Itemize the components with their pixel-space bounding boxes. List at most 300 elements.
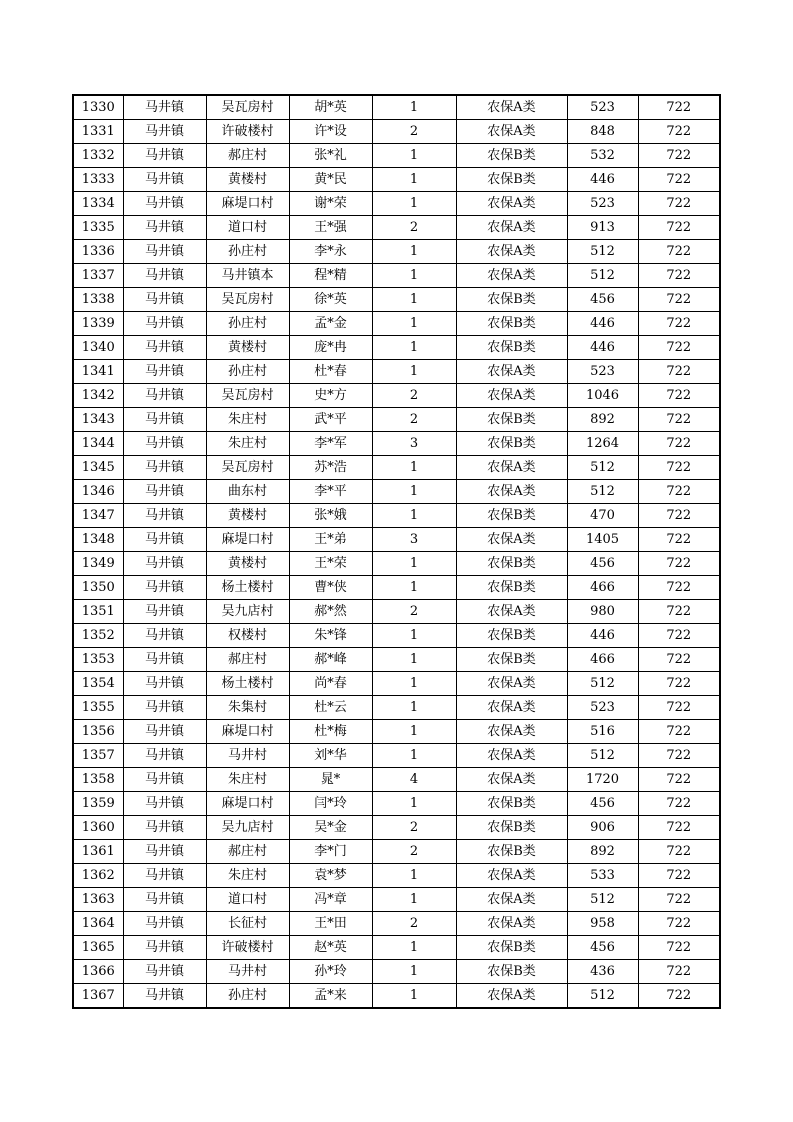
amount-cell: 1264 [567,432,638,456]
name-cell: 赵*英 [289,936,372,960]
amount-cell: 470 [567,504,638,528]
category-cell: 农保A类 [456,528,567,552]
town-cell: 马井镇 [123,624,206,648]
household-count-cell: 1 [372,576,456,600]
standard-cell: 722 [638,456,720,480]
name-cell: 晁* [289,768,372,792]
village-cell: 朱庄村 [206,768,289,792]
town-cell: 马井镇 [123,936,206,960]
household-count-cell: 2 [372,816,456,840]
category-cell: 农保A类 [456,744,567,768]
standard-cell: 722 [638,744,720,768]
row-number-cell: 1337 [73,264,123,288]
town-cell: 马井镇 [123,144,206,168]
row-number-cell: 1351 [73,600,123,624]
table-row [73,984,720,1009]
amount-cell: 523 [567,192,638,216]
table-row [73,288,720,312]
name-cell: 李*平 [289,480,372,504]
village-cell: 朱庄村 [206,408,289,432]
town-cell: 马井镇 [123,384,206,408]
row-number-cell: 1367 [73,984,123,1009]
amount-cell: 446 [567,168,638,192]
town-cell: 马井镇 [123,95,206,120]
town-cell: 马井镇 [123,576,206,600]
table-row [73,624,720,648]
table-row [73,528,720,552]
amount-cell: 906 [567,816,638,840]
row-number-cell: 1335 [73,216,123,240]
category-cell: 农保B类 [456,312,567,336]
row-number-cell: 1342 [73,384,123,408]
town-cell: 马井镇 [123,672,206,696]
name-cell: 张*礼 [289,144,372,168]
town-cell: 马井镇 [123,720,206,744]
name-cell: 王*弟 [289,528,372,552]
category-cell: 农保B类 [456,960,567,984]
village-cell: 许破楼村 [206,120,289,144]
household-count-cell: 1 [372,336,456,360]
town-cell: 马井镇 [123,336,206,360]
village-cell: 麻堤口村 [206,720,289,744]
village-cell: 孙庄村 [206,240,289,264]
village-cell: 马井村 [206,744,289,768]
category-cell: 农保A类 [456,384,567,408]
town-cell: 马井镇 [123,768,206,792]
standard-cell: 722 [638,768,720,792]
town-cell: 马井镇 [123,408,206,432]
household-count-cell: 1 [372,696,456,720]
category-cell: 农保A类 [456,768,567,792]
village-cell: 郝庄村 [206,648,289,672]
category-cell: 农保B类 [456,792,567,816]
standard-cell: 722 [638,336,720,360]
category-cell: 农保A类 [456,912,567,936]
village-cell: 杨土楼村 [206,576,289,600]
standard-cell: 722 [638,408,720,432]
village-cell: 吴瓦房村 [206,288,289,312]
table-row [73,576,720,600]
table-row [73,888,720,912]
category-cell: 农保A类 [456,240,567,264]
row-number-cell: 1364 [73,912,123,936]
household-count-cell: 2 [372,912,456,936]
category-cell: 农保B类 [456,624,567,648]
amount-cell: 1046 [567,384,638,408]
town-cell: 马井镇 [123,696,206,720]
town-cell: 马井镇 [123,984,206,1009]
row-number-cell: 1359 [73,792,123,816]
amount-cell: 512 [567,672,638,696]
household-count-cell: 2 [372,408,456,432]
table-row [73,552,720,576]
amount-cell: 512 [567,264,638,288]
town-cell: 马井镇 [123,648,206,672]
amount-cell: 456 [567,552,638,576]
standard-cell: 722 [638,95,720,120]
name-cell: 胡*英 [289,95,372,120]
table-row [73,264,720,288]
standard-cell: 722 [638,288,720,312]
amount-cell: 958 [567,912,638,936]
household-count-cell: 1 [372,480,456,504]
household-count-cell: 1 [372,648,456,672]
amount-cell: 848 [567,120,638,144]
name-cell: 李*门 [289,840,372,864]
household-count-cell: 1 [372,456,456,480]
table-row [73,960,720,984]
town-cell: 马井镇 [123,480,206,504]
standard-cell: 722 [638,216,720,240]
row-number-cell: 1358 [73,768,123,792]
name-cell: 杜*春 [289,360,372,384]
standard-cell: 722 [638,672,720,696]
standard-cell: 722 [638,192,720,216]
standard-cell: 722 [638,504,720,528]
category-cell: 农保A类 [456,720,567,744]
name-cell: 朱*锋 [289,624,372,648]
category-cell: 农保A类 [456,480,567,504]
table-row [73,168,720,192]
household-count-cell: 1 [372,192,456,216]
amount-cell: 456 [567,936,638,960]
village-cell: 马井镇本 [206,264,289,288]
village-cell: 吴瓦房村 [206,456,289,480]
name-cell: 尚*春 [289,672,372,696]
household-count-cell: 1 [372,95,456,120]
village-cell: 曲东村 [206,480,289,504]
village-cell: 郝庄村 [206,840,289,864]
table-row [73,192,720,216]
standard-cell: 722 [638,648,720,672]
standard-cell: 722 [638,720,720,744]
name-cell: 王*田 [289,912,372,936]
name-cell: 苏*浩 [289,456,372,480]
household-count-cell: 1 [372,864,456,888]
town-cell: 马井镇 [123,600,206,624]
row-number-cell: 1339 [73,312,123,336]
category-cell: 农保A类 [456,360,567,384]
standard-cell: 722 [638,936,720,960]
row-number-cell: 1334 [73,192,123,216]
name-cell: 袁*梦 [289,864,372,888]
village-cell: 朱庄村 [206,432,289,456]
household-count-cell: 1 [372,264,456,288]
row-number-cell: 1346 [73,480,123,504]
category-cell: 农保A类 [456,264,567,288]
name-cell: 王*强 [289,216,372,240]
town-cell: 马井镇 [123,552,206,576]
standard-cell: 722 [638,576,720,600]
row-number-cell: 1361 [73,840,123,864]
household-count-cell: 2 [372,384,456,408]
row-number-cell: 1365 [73,936,123,960]
table-row [73,840,720,864]
village-cell: 孙庄村 [206,984,289,1009]
household-count-cell: 2 [372,840,456,864]
category-cell: 农保A类 [456,95,567,120]
name-cell: 吴*金 [289,816,372,840]
household-count-cell: 1 [372,168,456,192]
table-row [73,456,720,480]
row-number-cell: 1354 [73,672,123,696]
category-cell: 农保A类 [456,672,567,696]
table-row [73,720,720,744]
category-cell: 农保B类 [456,336,567,360]
row-number-cell: 1330 [73,95,123,120]
village-cell: 孙庄村 [206,312,289,336]
village-cell: 道口村 [206,888,289,912]
standard-cell: 722 [638,864,720,888]
table-row [73,240,720,264]
amount-cell: 532 [567,144,638,168]
village-cell: 黄楼村 [206,336,289,360]
table-row [73,95,720,120]
village-cell: 吴九店村 [206,816,289,840]
category-cell: 农保A类 [456,456,567,480]
village-cell: 道口村 [206,216,289,240]
amount-cell: 523 [567,95,638,120]
row-number-cell: 1363 [73,888,123,912]
standard-cell: 722 [638,600,720,624]
standard-cell: 722 [638,120,720,144]
standard-cell: 722 [638,912,720,936]
amount-cell: 466 [567,648,638,672]
town-cell: 马井镇 [123,888,206,912]
standard-cell: 722 [638,384,720,408]
village-cell: 黄楼村 [206,552,289,576]
amount-cell: 446 [567,336,638,360]
category-cell: 农保A类 [456,984,567,1009]
town-cell: 马井镇 [123,264,206,288]
name-cell: 杜*梅 [289,720,372,744]
village-cell: 黄楼村 [206,168,289,192]
standard-cell: 722 [638,792,720,816]
table-row [73,216,720,240]
amount-cell: 512 [567,744,638,768]
standard-cell: 722 [638,264,720,288]
category-cell: 农保B类 [456,576,567,600]
amount-cell: 466 [567,576,638,600]
name-cell: 程*精 [289,264,372,288]
standard-cell: 722 [638,360,720,384]
standard-cell: 722 [638,960,720,984]
household-count-cell: 1 [372,144,456,168]
category-cell: 农保B类 [456,168,567,192]
table-row [73,912,720,936]
name-cell: 谢*荣 [289,192,372,216]
table-row [73,120,720,144]
household-count-cell: 1 [372,888,456,912]
name-cell: 郝*峰 [289,648,372,672]
household-count-cell: 1 [372,936,456,960]
row-number-cell: 1345 [73,456,123,480]
name-cell: 闫*玲 [289,792,372,816]
category-cell: 农保B类 [456,408,567,432]
village-cell: 孙庄村 [206,360,289,384]
row-number-cell: 1353 [73,648,123,672]
town-cell: 马井镇 [123,504,206,528]
category-cell: 农保A类 [456,192,567,216]
village-cell: 朱庄村 [206,864,289,888]
town-cell: 马井镇 [123,960,206,984]
household-count-cell: 2 [372,216,456,240]
name-cell: 孟*来 [289,984,372,1009]
row-number-cell: 1356 [73,720,123,744]
amount-cell: 1720 [567,768,638,792]
town-cell: 马井镇 [123,840,206,864]
household-count-cell: 1 [372,720,456,744]
name-cell: 杜*云 [289,696,372,720]
row-number-cell: 1340 [73,336,123,360]
name-cell: 黄*民 [289,168,372,192]
row-number-cell: 1343 [73,408,123,432]
row-number-cell: 1332 [73,144,123,168]
table-row [73,504,720,528]
town-cell: 马井镇 [123,288,206,312]
household-count-cell: 3 [372,432,456,456]
amount-cell: 456 [567,288,638,312]
name-cell: 孟*金 [289,312,372,336]
amount-cell: 1405 [567,528,638,552]
village-cell: 麻堤口村 [206,192,289,216]
household-count-cell: 1 [372,624,456,648]
standard-cell: 722 [638,168,720,192]
name-cell: 史*方 [289,384,372,408]
amount-cell: 512 [567,456,638,480]
table-body [73,95,720,1008]
category-cell: 农保B类 [456,936,567,960]
standard-cell: 722 [638,144,720,168]
standard-cell: 722 [638,240,720,264]
table-row [73,816,720,840]
row-number-cell: 1362 [73,864,123,888]
category-cell: 农保A类 [456,864,567,888]
household-count-cell: 1 [372,240,456,264]
household-count-cell: 1 [372,552,456,576]
town-cell: 马井镇 [123,456,206,480]
standard-cell: 722 [638,840,720,864]
data-table [72,94,721,1009]
amount-cell: 533 [567,864,638,888]
table-row [73,384,720,408]
village-cell: 麻堤口村 [206,528,289,552]
category-cell: 农保B类 [456,288,567,312]
name-cell: 冯*章 [289,888,372,912]
row-number-cell: 1355 [73,696,123,720]
amount-cell: 446 [567,312,638,336]
row-number-cell: 1360 [73,816,123,840]
table-row [73,480,720,504]
village-cell: 郝庄村 [206,144,289,168]
household-count-cell: 1 [372,504,456,528]
village-cell: 吴瓦房村 [206,95,289,120]
town-cell: 马井镇 [123,912,206,936]
village-cell: 黄楼村 [206,504,289,528]
amount-cell: 456 [567,792,638,816]
table-row [73,144,720,168]
amount-cell: 523 [567,696,638,720]
table-row [73,648,720,672]
table-row [73,744,720,768]
row-number-cell: 1341 [73,360,123,384]
row-number-cell: 1350 [73,576,123,600]
household-count-cell: 1 [372,744,456,768]
village-cell: 许破楼村 [206,936,289,960]
name-cell: 张*娥 [289,504,372,528]
category-cell: 农保B类 [456,840,567,864]
village-cell: 朱集村 [206,696,289,720]
row-number-cell: 1338 [73,288,123,312]
category-cell: 农保B类 [456,552,567,576]
amount-cell: 913 [567,216,638,240]
standard-cell: 722 [638,816,720,840]
table-row [73,432,720,456]
category-cell: 农保B类 [456,432,567,456]
household-count-cell: 4 [372,768,456,792]
name-cell: 刘*华 [289,744,372,768]
table-row [73,792,720,816]
name-cell: 郝*然 [289,600,372,624]
household-count-cell: 1 [372,360,456,384]
name-cell: 孙*玲 [289,960,372,984]
row-number-cell: 1357 [73,744,123,768]
town-cell: 马井镇 [123,744,206,768]
row-number-cell: 1347 [73,504,123,528]
category-cell: 农保A类 [456,888,567,912]
town-cell: 马井镇 [123,192,206,216]
town-cell: 马井镇 [123,792,206,816]
town-cell: 马井镇 [123,120,206,144]
category-cell: 农保A类 [456,216,567,240]
household-count-cell: 1 [372,312,456,336]
name-cell: 武*平 [289,408,372,432]
category-cell: 农保B类 [456,144,567,168]
village-cell: 权楼村 [206,624,289,648]
amount-cell: 980 [567,600,638,624]
table-row [73,864,720,888]
standard-cell: 722 [638,552,720,576]
name-cell: 许*设 [289,120,372,144]
name-cell: 庞*冉 [289,336,372,360]
household-count-cell: 2 [372,120,456,144]
name-cell: 李*军 [289,432,372,456]
standard-cell: 722 [638,624,720,648]
town-cell: 马井镇 [123,528,206,552]
row-number-cell: 1349 [73,552,123,576]
village-cell: 杨土楼村 [206,672,289,696]
table-row [73,312,720,336]
category-cell: 农保A类 [456,600,567,624]
table-row [73,600,720,624]
household-count-cell: 1 [372,288,456,312]
table-row [73,936,720,960]
town-cell: 马井镇 [123,312,206,336]
standard-cell: 722 [638,480,720,504]
amount-cell: 523 [567,360,638,384]
town-cell: 马井镇 [123,864,206,888]
amount-cell: 516 [567,720,638,744]
household-count-cell: 2 [372,600,456,624]
amount-cell: 436 [567,960,638,984]
amount-cell: 512 [567,984,638,1009]
row-number-cell: 1344 [73,432,123,456]
row-number-cell: 1348 [73,528,123,552]
row-number-cell: 1352 [73,624,123,648]
standard-cell: 722 [638,432,720,456]
household-count-cell: 1 [372,984,456,1009]
town-cell: 马井镇 [123,816,206,840]
